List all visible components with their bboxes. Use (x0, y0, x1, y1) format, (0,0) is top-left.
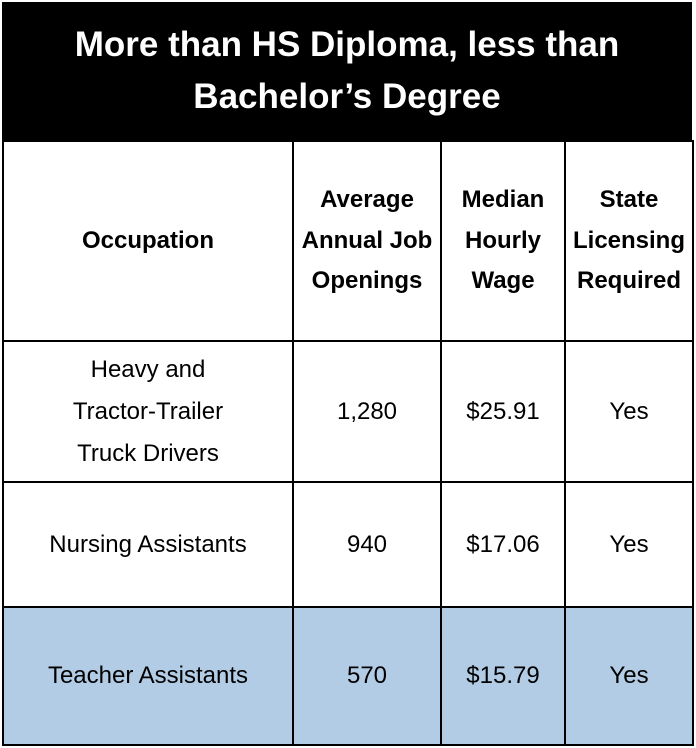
occupation-line-3: Truck Drivers (77, 439, 219, 467)
occupation-line-1: Nursing Assistants (49, 530, 247, 558)
occupation-line-1: Teacher Assistants (47, 662, 249, 689)
header-wage-line-1: Median (461, 185, 545, 213)
occupation-cell (3, 341, 293, 482)
occupation-table-card (2, 2, 692, 744)
wage-cell: $25.91 (441, 341, 565, 482)
occupation-cell (3, 482, 293, 607)
table-row-highlighted (3, 607, 693, 745)
table-title-line-1: More than HS Diploma, less than (74, 24, 620, 64)
openings-cell: 940 (293, 482, 441, 607)
header-annual-job-openings (293, 141, 441, 341)
header-openings-line-2: Annual Job (301, 226, 433, 254)
table-title-line-2: Bachelor’s Degree (193, 77, 501, 116)
wage-cell: $15.79 (441, 607, 565, 745)
header-licensing-line-1: State (599, 185, 659, 213)
table-row (3, 482, 693, 607)
header-occupation-text: Occupation (81, 226, 214, 254)
table-header-row (3, 141, 693, 341)
table-title (75, 19, 620, 124)
header-state-licensing-required (565, 141, 693, 341)
occupation-table (2, 140, 694, 746)
header-openings-line-1: Average (320, 185, 414, 213)
wage-cell: $17.06 (441, 482, 565, 607)
header-licensing-line-2: Licensing (572, 226, 686, 254)
licensing-cell: Yes (565, 607, 693, 745)
licensing-cell: Yes (565, 341, 693, 482)
openings-cell: 570 (293, 607, 441, 745)
table-title-bar (2, 2, 692, 140)
header-wage-line-3: Wage (471, 267, 535, 295)
openings-cell: 1,280 (293, 341, 441, 482)
occupation-cell (3, 607, 293, 745)
header-occupation (3, 141, 293, 341)
header-licensing-line-3: Required (576, 267, 681, 295)
header-openings-line-3: Openings (311, 267, 423, 295)
table-row (3, 341, 693, 482)
occupation-line-1: Heavy and (90, 355, 206, 383)
header-wage-line-2: Hourly (464, 226, 541, 254)
licensing-cell: Yes (565, 482, 693, 607)
header-median-hourly-wage (441, 141, 565, 341)
occupation-line-2: Tractor-Trailer (72, 397, 224, 425)
